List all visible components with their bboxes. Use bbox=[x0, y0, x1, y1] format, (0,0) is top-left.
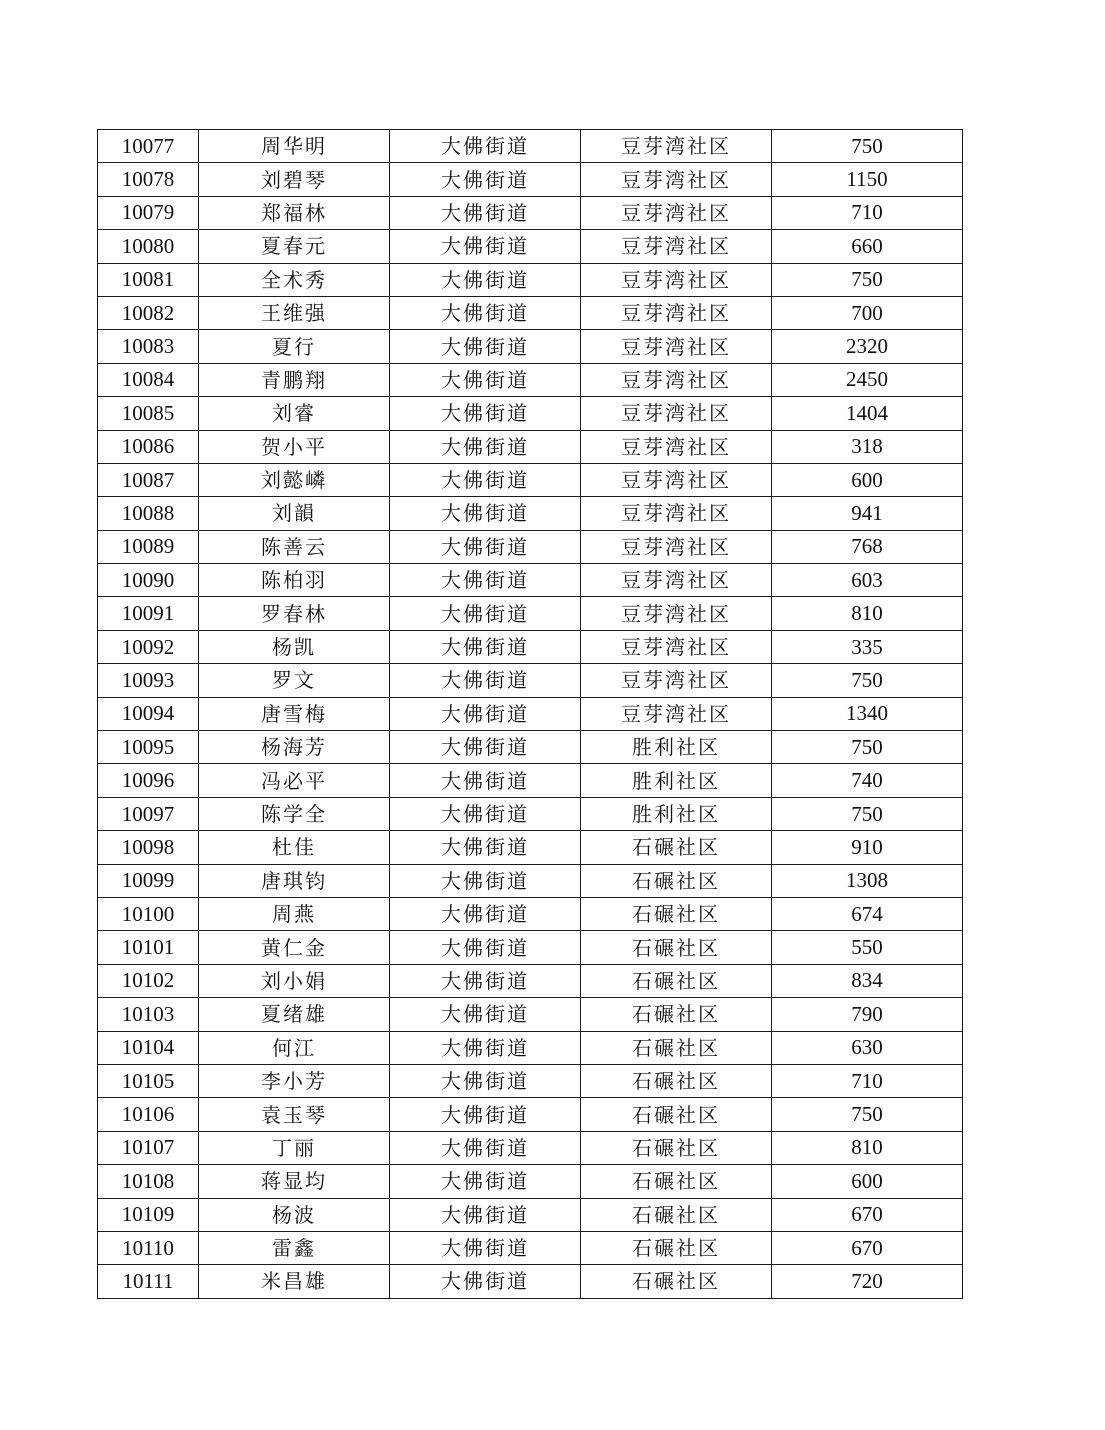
table-row bbox=[98, 1131, 963, 1164]
table-row bbox=[98, 998, 963, 1031]
community-cell: 石碾社区 bbox=[581, 897, 772, 930]
street-cell: 大佛街道 bbox=[390, 597, 581, 630]
table-row bbox=[98, 931, 963, 964]
amount-cell: 750 bbox=[772, 1098, 963, 1131]
person-name-cell: 米昌雄 bbox=[199, 1265, 390, 1298]
record-id-cell: 10105 bbox=[98, 1064, 199, 1097]
street-cell: 大佛街道 bbox=[390, 764, 581, 797]
community-cell: 胜利社区 bbox=[581, 797, 772, 830]
person-name-cell: 黄仁金 bbox=[199, 931, 390, 964]
street-cell: 大佛街道 bbox=[390, 530, 581, 563]
record-id-cell: 10082 bbox=[98, 296, 199, 329]
person-name-cell: 刘懿嶙 bbox=[199, 463, 390, 496]
table-row bbox=[98, 1265, 963, 1298]
record-id-cell: 10094 bbox=[98, 697, 199, 730]
community-cell: 石碾社区 bbox=[581, 1198, 772, 1231]
community-cell: 石碾社区 bbox=[581, 1131, 772, 1164]
record-id-cell: 10095 bbox=[98, 731, 199, 764]
record-id-cell: 10098 bbox=[98, 831, 199, 864]
amount-cell: 630 bbox=[772, 1031, 963, 1064]
table-row bbox=[98, 1031, 963, 1064]
community-cell: 豆芽湾社区 bbox=[581, 630, 772, 663]
community-cell: 胜利社区 bbox=[581, 764, 772, 797]
community-cell: 豆芽湾社区 bbox=[581, 330, 772, 363]
community-cell: 豆芽湾社区 bbox=[581, 463, 772, 496]
street-cell: 大佛街道 bbox=[390, 897, 581, 930]
person-name-cell: 全术秀 bbox=[199, 263, 390, 296]
table-row bbox=[98, 130, 963, 163]
table-body bbox=[98, 130, 963, 1299]
person-name-cell: 刘小娟 bbox=[199, 964, 390, 997]
person-name-cell: 刘碧琴 bbox=[199, 163, 390, 196]
table-row bbox=[98, 1231, 963, 1264]
community-cell: 豆芽湾社区 bbox=[581, 296, 772, 329]
community-cell: 豆芽湾社区 bbox=[581, 196, 772, 229]
person-name-cell: 杨凯 bbox=[199, 630, 390, 663]
amount-cell: 710 bbox=[772, 196, 963, 229]
street-cell: 大佛街道 bbox=[390, 1098, 581, 1131]
record-id-cell: 10084 bbox=[98, 363, 199, 396]
amount-cell: 710 bbox=[772, 1064, 963, 1097]
community-cell: 豆芽湾社区 bbox=[581, 263, 772, 296]
record-id-cell: 10090 bbox=[98, 564, 199, 597]
record-id-cell: 10096 bbox=[98, 764, 199, 797]
person-name-cell: 贺小平 bbox=[199, 430, 390, 463]
person-name-cell: 罗春林 bbox=[199, 597, 390, 630]
record-id-cell: 10111 bbox=[98, 1265, 199, 1298]
person-name-cell: 夏春元 bbox=[199, 230, 390, 263]
community-cell: 石碾社区 bbox=[581, 1231, 772, 1264]
amount-cell: 750 bbox=[772, 731, 963, 764]
community-cell: 石碾社区 bbox=[581, 1265, 772, 1298]
record-id-cell: 10092 bbox=[98, 630, 199, 663]
street-cell: 大佛街道 bbox=[390, 1031, 581, 1064]
table-row bbox=[98, 497, 963, 530]
community-cell: 石碾社区 bbox=[581, 1064, 772, 1097]
table-row bbox=[98, 864, 963, 897]
amount-cell: 750 bbox=[772, 263, 963, 296]
community-cell: 豆芽湾社区 bbox=[581, 163, 772, 196]
community-cell: 豆芽湾社区 bbox=[581, 697, 772, 730]
person-name-cell: 唐琪钧 bbox=[199, 864, 390, 897]
street-cell: 大佛街道 bbox=[390, 130, 581, 163]
amount-cell: 740 bbox=[772, 764, 963, 797]
record-id-cell: 10097 bbox=[98, 797, 199, 830]
amount-cell: 670 bbox=[772, 1231, 963, 1264]
table-row bbox=[98, 1165, 963, 1198]
person-name-cell: 李小芳 bbox=[199, 1064, 390, 1097]
table-row bbox=[98, 630, 963, 663]
record-id-cell: 10085 bbox=[98, 397, 199, 430]
amount-cell: 318 bbox=[772, 430, 963, 463]
record-id-cell: 10107 bbox=[98, 1131, 199, 1164]
community-cell: 石碾社区 bbox=[581, 964, 772, 997]
person-name-cell: 何江 bbox=[199, 1031, 390, 1064]
table-row bbox=[98, 897, 963, 930]
street-cell: 大佛街道 bbox=[390, 931, 581, 964]
person-name-cell: 杨海芳 bbox=[199, 731, 390, 764]
street-cell: 大佛街道 bbox=[390, 1231, 581, 1264]
record-id-cell: 10088 bbox=[98, 497, 199, 530]
amount-cell: 910 bbox=[772, 831, 963, 864]
community-cell: 豆芽湾社区 bbox=[581, 397, 772, 430]
amount-cell: 941 bbox=[772, 497, 963, 530]
person-name-cell: 陈柏羽 bbox=[199, 564, 390, 597]
street-cell: 大佛街道 bbox=[390, 831, 581, 864]
person-name-cell: 夏绪雄 bbox=[199, 998, 390, 1031]
table-row bbox=[98, 797, 963, 830]
amount-cell: 1404 bbox=[772, 397, 963, 430]
amount-cell: 1308 bbox=[772, 864, 963, 897]
street-cell: 大佛街道 bbox=[390, 1165, 581, 1198]
person-name-cell: 丁丽 bbox=[199, 1131, 390, 1164]
street-cell: 大佛街道 bbox=[390, 1265, 581, 1298]
record-id-cell: 10087 bbox=[98, 463, 199, 496]
amount-cell: 1150 bbox=[772, 163, 963, 196]
table-row bbox=[98, 1198, 963, 1231]
record-id-cell: 10101 bbox=[98, 931, 199, 964]
community-cell: 石碾社区 bbox=[581, 831, 772, 864]
amount-cell: 834 bbox=[772, 964, 963, 997]
community-cell: 石碾社区 bbox=[581, 864, 772, 897]
community-cell: 石碾社区 bbox=[581, 1098, 772, 1131]
street-cell: 大佛街道 bbox=[390, 397, 581, 430]
amount-cell: 790 bbox=[772, 998, 963, 1031]
street-cell: 大佛街道 bbox=[390, 1131, 581, 1164]
person-name-cell: 袁玉琴 bbox=[199, 1098, 390, 1131]
community-cell: 豆芽湾社区 bbox=[581, 597, 772, 630]
street-cell: 大佛街道 bbox=[390, 1064, 581, 1097]
table-row bbox=[98, 564, 963, 597]
street-cell: 大佛街道 bbox=[390, 430, 581, 463]
table-row bbox=[98, 1098, 963, 1131]
person-name-cell: 杨波 bbox=[199, 1198, 390, 1231]
person-name-cell: 蒋显均 bbox=[199, 1165, 390, 1198]
table-row bbox=[98, 1064, 963, 1097]
street-cell: 大佛街道 bbox=[390, 630, 581, 663]
person-name-cell: 刘睿 bbox=[199, 397, 390, 430]
record-id-cell: 10077 bbox=[98, 130, 199, 163]
data-table bbox=[97, 129, 963, 1299]
street-cell: 大佛街道 bbox=[390, 163, 581, 196]
person-name-cell: 郑福林 bbox=[199, 196, 390, 229]
amount-cell: 550 bbox=[772, 931, 963, 964]
community-cell: 豆芽湾社区 bbox=[581, 430, 772, 463]
community-cell: 石碾社区 bbox=[581, 998, 772, 1031]
table-row bbox=[98, 230, 963, 263]
person-name-cell: 陈学全 bbox=[199, 797, 390, 830]
street-cell: 大佛街道 bbox=[390, 263, 581, 296]
amount-cell: 810 bbox=[772, 1131, 963, 1164]
person-name-cell: 唐雪梅 bbox=[199, 697, 390, 730]
street-cell: 大佛街道 bbox=[390, 463, 581, 496]
community-cell: 豆芽湾社区 bbox=[581, 564, 772, 597]
amount-cell: 2450 bbox=[772, 363, 963, 396]
table-row bbox=[98, 430, 963, 463]
community-cell: 胜利社区 bbox=[581, 731, 772, 764]
table-row bbox=[98, 530, 963, 563]
amount-cell: 750 bbox=[772, 664, 963, 697]
community-cell: 豆芽湾社区 bbox=[581, 664, 772, 697]
community-cell: 豆芽湾社区 bbox=[581, 230, 772, 263]
amount-cell: 1340 bbox=[772, 697, 963, 730]
person-name-cell: 夏行 bbox=[199, 330, 390, 363]
street-cell: 大佛街道 bbox=[390, 731, 581, 764]
street-cell: 大佛街道 bbox=[390, 797, 581, 830]
record-id-cell: 10086 bbox=[98, 430, 199, 463]
community-cell: 石碾社区 bbox=[581, 931, 772, 964]
table-row bbox=[98, 964, 963, 997]
community-cell: 石碾社区 bbox=[581, 1031, 772, 1064]
table-row bbox=[98, 296, 963, 329]
amount-cell: 660 bbox=[772, 230, 963, 263]
person-name-cell: 周华明 bbox=[199, 130, 390, 163]
person-name-cell: 罗文 bbox=[199, 664, 390, 697]
person-name-cell: 杜佳 bbox=[199, 831, 390, 864]
table-row bbox=[98, 831, 963, 864]
person-name-cell: 陈善云 bbox=[199, 530, 390, 563]
street-cell: 大佛街道 bbox=[390, 230, 581, 263]
person-name-cell: 周燕 bbox=[199, 897, 390, 930]
table-row bbox=[98, 263, 963, 296]
community-cell: 豆芽湾社区 bbox=[581, 497, 772, 530]
record-id-cell: 10109 bbox=[98, 1198, 199, 1231]
record-id-cell: 10078 bbox=[98, 163, 199, 196]
record-id-cell: 10108 bbox=[98, 1165, 199, 1198]
person-name-cell: 王维强 bbox=[199, 296, 390, 329]
street-cell: 大佛街道 bbox=[390, 330, 581, 363]
amount-cell: 750 bbox=[772, 797, 963, 830]
amount-cell: 750 bbox=[772, 130, 963, 163]
amount-cell: 674 bbox=[772, 897, 963, 930]
record-id-cell: 10080 bbox=[98, 230, 199, 263]
amount-cell: 2320 bbox=[772, 330, 963, 363]
person-name-cell: 冯必平 bbox=[199, 764, 390, 797]
amount-cell: 600 bbox=[772, 463, 963, 496]
amount-cell: 720 bbox=[772, 1265, 963, 1298]
table-row bbox=[98, 764, 963, 797]
record-id-cell: 10100 bbox=[98, 897, 199, 930]
record-id-cell: 10102 bbox=[98, 964, 199, 997]
street-cell: 大佛街道 bbox=[390, 964, 581, 997]
person-name-cell: 青鹏翔 bbox=[199, 363, 390, 396]
amount-cell: 670 bbox=[772, 1198, 963, 1231]
record-id-cell: 10083 bbox=[98, 330, 199, 363]
table-row bbox=[98, 664, 963, 697]
street-cell: 大佛街道 bbox=[390, 296, 581, 329]
community-cell: 石碾社区 bbox=[581, 1165, 772, 1198]
amount-cell: 700 bbox=[772, 296, 963, 329]
amount-cell: 335 bbox=[772, 630, 963, 663]
community-cell: 豆芽湾社区 bbox=[581, 130, 772, 163]
street-cell: 大佛街道 bbox=[390, 1198, 581, 1231]
street-cell: 大佛街道 bbox=[390, 196, 581, 229]
amount-cell: 600 bbox=[772, 1165, 963, 1198]
street-cell: 大佛街道 bbox=[390, 864, 581, 897]
community-cell: 豆芽湾社区 bbox=[581, 363, 772, 396]
street-cell: 大佛街道 bbox=[390, 564, 581, 597]
street-cell: 大佛街道 bbox=[390, 664, 581, 697]
table-row bbox=[98, 163, 963, 196]
amount-cell: 768 bbox=[772, 530, 963, 563]
record-id-cell: 10089 bbox=[98, 530, 199, 563]
table-row bbox=[98, 463, 963, 496]
table-row bbox=[98, 697, 963, 730]
record-id-cell: 10081 bbox=[98, 263, 199, 296]
person-name-cell: 刘韻 bbox=[199, 497, 390, 530]
person-name-cell: 雷鑫 bbox=[199, 1231, 390, 1264]
street-cell: 大佛街道 bbox=[390, 363, 581, 396]
record-id-cell: 10079 bbox=[98, 196, 199, 229]
table-row bbox=[98, 597, 963, 630]
community-cell: 豆芽湾社区 bbox=[581, 530, 772, 563]
table-row bbox=[98, 363, 963, 396]
amount-cell: 810 bbox=[772, 597, 963, 630]
street-cell: 大佛街道 bbox=[390, 697, 581, 730]
record-id-cell: 10104 bbox=[98, 1031, 199, 1064]
record-id-cell: 10093 bbox=[98, 664, 199, 697]
table-row bbox=[98, 330, 963, 363]
record-id-cell: 10099 bbox=[98, 864, 199, 897]
record-id-cell: 10091 bbox=[98, 597, 199, 630]
record-id-cell: 10103 bbox=[98, 998, 199, 1031]
record-id-cell: 10106 bbox=[98, 1098, 199, 1131]
street-cell: 大佛街道 bbox=[390, 497, 581, 530]
record-id-cell: 10110 bbox=[98, 1231, 199, 1264]
street-cell: 大佛街道 bbox=[390, 998, 581, 1031]
table-row bbox=[98, 196, 963, 229]
amount-cell: 603 bbox=[772, 564, 963, 597]
table-row bbox=[98, 731, 963, 764]
table-row bbox=[98, 397, 963, 430]
